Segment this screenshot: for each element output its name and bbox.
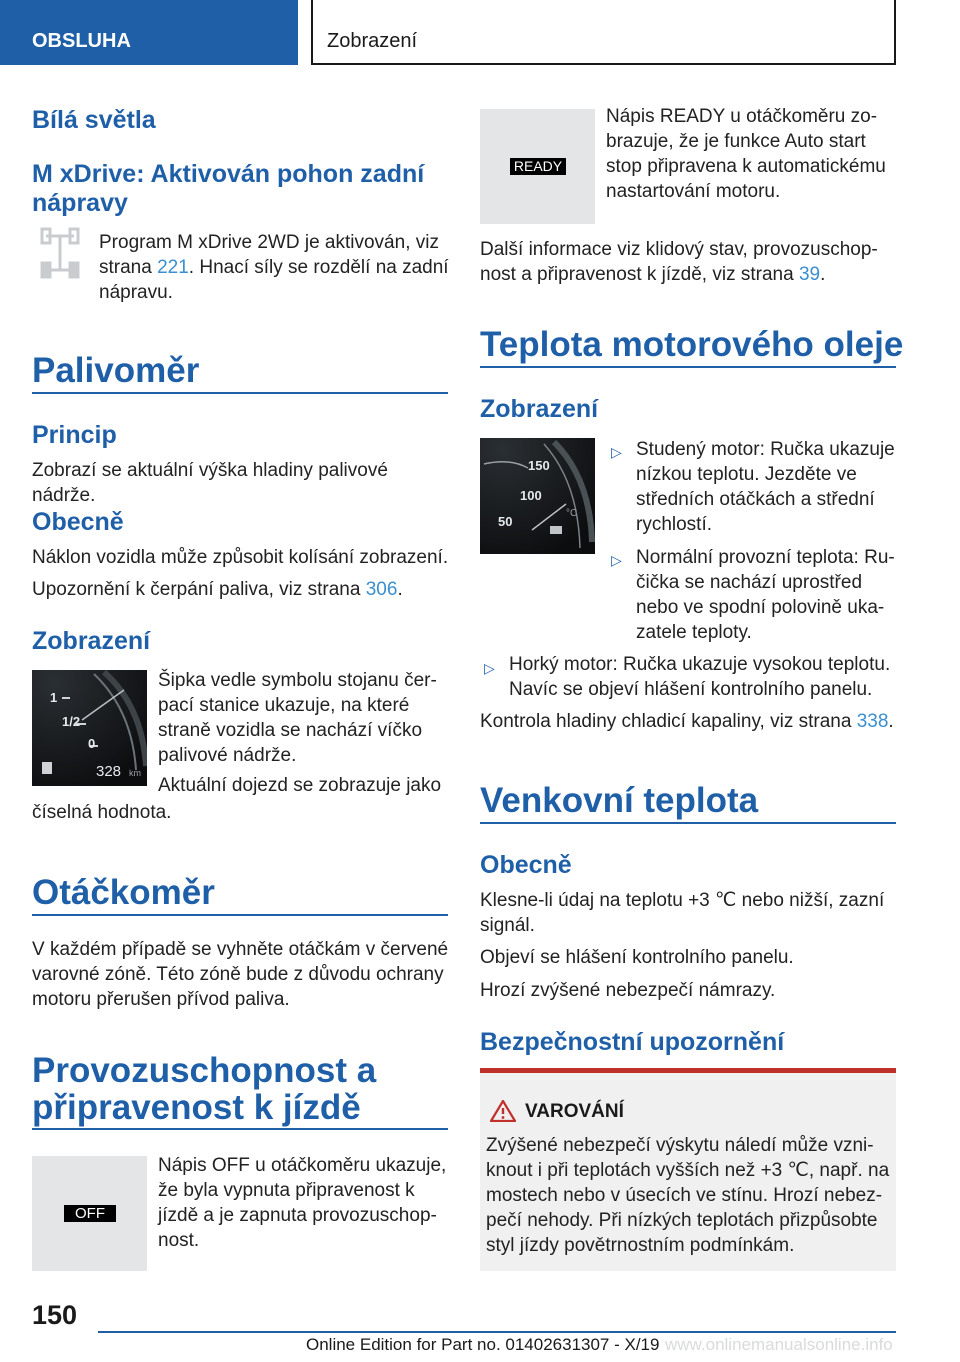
warning-triangle-icon — [490, 1100, 516, 1122]
gauge-label: 0 — [88, 736, 96, 751]
section-rule — [480, 822, 896, 824]
warning-text — [486, 1133, 894, 1258]
text-line: čička se nachází uprostřed — [636, 572, 863, 593]
heading-mxdrive: M xDrive: Aktivován pohon zadní nápravy — [32, 160, 425, 217]
text-line: Klesne-li údaj na teplotu +3 ℃ nebo nižší, zazní — [480, 890, 885, 911]
text-span: . — [888, 711, 894, 732]
text-line: Šipka vedle symbolu stojanu čer- — [158, 670, 437, 691]
text-line: nízkou teplotu. Jezděte ve — [636, 464, 857, 485]
warning-box — [480, 1068, 896, 1271]
range-value: 328 — [96, 763, 122, 780]
off-badge — [64, 1205, 116, 1222]
text-line: středních otáčkách a střední — [636, 489, 875, 510]
text-line: V každém případě se vyhněte otáčkám v červené — [32, 939, 449, 960]
off-paragraph — [158, 1153, 458, 1253]
heading-readiness-1: Provozuschopnost a — [32, 1051, 377, 1090]
fuel-gauge-image — [32, 670, 147, 786]
heading-general: Obecně — [32, 508, 124, 536]
gauge-label: 100 — [520, 488, 542, 503]
text-line: stop připravena k automatickému — [606, 156, 886, 177]
ready-indicator-image — [480, 109, 595, 224]
page-number: 150 — [32, 1300, 78, 1330]
text-line: signál. — [480, 915, 535, 936]
text-line: Nápis READY u otáčkoměru zo- — [606, 106, 878, 127]
text-line: Zvýšené nebezpečí výskytu náledí může vzni- — [486, 1135, 874, 1156]
rear-axle-icon — [38, 226, 82, 280]
bullet-normal — [636, 545, 906, 645]
text-span: . Hnací síly se rozdělí na zadní — [188, 257, 449, 278]
mxdrive-paragraph — [99, 230, 449, 305]
display-paragraph — [158, 668, 458, 768]
text-span: . — [820, 264, 826, 285]
watermark: www.onlinemanualsonline.info — [665, 1335, 893, 1354]
range-line-1: Aktuální dojezd se zobrazuje jako — [158, 775, 442, 796]
bullet-triangle-icon: ▷ — [611, 552, 622, 568]
range-unit: km — [129, 768, 141, 778]
gauge-label: 150 — [528, 458, 550, 473]
section-rule — [32, 392, 448, 394]
text-line: pací stanice ukazuje, na které — [158, 695, 410, 716]
text-line: varovné zóně. Této zóně bude z důvodu ochrany — [32, 964, 444, 985]
heading-general: Obecně — [480, 851, 572, 879]
text-line: nápravu. — [99, 282, 173, 303]
text-line: nastartování motoru. — [606, 181, 781, 202]
bullet-cold — [636, 437, 906, 537]
page-link[interactable]: 338 — [856, 711, 889, 732]
text-span: . — [397, 579, 403, 600]
heading-tachometer: Otáčkoměr — [32, 873, 215, 912]
gauge-unit: °C — [566, 508, 578, 519]
heading-fuel-gauge: Palivoměr — [32, 351, 200, 390]
more-info-paragraph — [480, 237, 900, 287]
heading-principle: Princip — [32, 421, 117, 449]
text-line: straně vozidla se nachází víčko — [158, 720, 423, 741]
text-line: že byla vypnuta připravenost k — [158, 1180, 415, 1201]
text-line — [480, 262, 900, 287]
text-line: Program M xDrive 2WD je aktivován, viz — [99, 232, 439, 253]
text-line: Horký motor: Ručka ukazuje vysokou teplotu. — [509, 654, 891, 675]
gauge-label: 1/2 — [62, 714, 81, 729]
text-line: Další informace viz klidový stav, provozuschop- — [480, 239, 878, 260]
ready-badge-text: READY — [513, 158, 563, 174]
chapter-title-box — [311, 0, 896, 65]
bullet-triangle-icon: ▷ — [484, 660, 495, 676]
warning-title: VAROVÁNÍ — [525, 1101, 624, 1122]
heading-display: Zobrazení — [480, 395, 599, 423]
text-line: Normální provozní teplota: Ru- — [636, 547, 895, 568]
text-line: Studený motor: Ručka ukazuje — [636, 439, 895, 460]
outside-message: Objeví se hlášení kontrolního panelu. — [480, 947, 794, 968]
heading-oil-temperature: Teplota motorového oleje — [480, 325, 904, 364]
gauge-label: 1 — [50, 690, 58, 705]
text-line: nost. — [158, 1230, 200, 1251]
bullet-hot — [509, 652, 909, 702]
text-line: motoru přerušen přívod paliva. — [32, 989, 290, 1010]
heading-white-lights: Bílá světla — [32, 106, 156, 134]
outside-frost: Hrozí zvýšené nebezpečí námrazy. — [480, 980, 776, 1001]
text-line: styl jízdy povětrnostním podmínkám. — [486, 1235, 795, 1256]
text-line: knout i při teplotách vyšších než +3 ℃, např. na — [486, 1160, 890, 1181]
text-line: zatele teploty. — [636, 622, 752, 643]
text-span: strana — [99, 257, 158, 278]
off-indicator-image — [32, 1156, 147, 1271]
heading-display: Zobrazení — [32, 627, 151, 655]
page-link[interactable]: 39 — [798, 264, 821, 285]
page-link[interactable]: 221 — [157, 257, 189, 278]
footer-rule — [98, 1331, 896, 1333]
section-rule — [32, 914, 448, 916]
text-line: nebo ve spodní polovině uka- — [636, 597, 885, 618]
text-line: Nápis OFF u otáčkoměru ukazuje, — [158, 1155, 447, 1176]
text-line: Navíc se objeví hlášení kontrolního panelu. — [509, 679, 873, 700]
ready-paragraph — [606, 104, 906, 204]
text-line: rychlostí. — [636, 514, 713, 535]
ready-badge — [510, 158, 566, 175]
section-label: OBSLUHA — [32, 30, 131, 52]
text-line: brazuje, že je funkce Auto start — [606, 131, 866, 152]
refuel-note — [32, 577, 452, 602]
page-link[interactable]: 306 — [365, 579, 398, 600]
heading-readiness-2: připravenost k jízdě — [32, 1088, 361, 1127]
heading-outside-temperature: Venkovní teplota — [480, 781, 759, 820]
off-badge-text: OFF — [75, 1205, 105, 1222]
text-line: mostech nebo v úsecích ve stínu. Hrozí nebez- — [486, 1185, 883, 1206]
oil-gauge-image — [480, 438, 595, 554]
section-rule — [32, 1128, 448, 1130]
gauge-label: 50 — [498, 514, 513, 529]
text-span: Upozornění k čerpání paliva, viz strana — [32, 579, 366, 600]
text-line: pečí nehody. Při nízkých teplotách přizpůsobte — [486, 1210, 878, 1231]
edition-note: Online Edition for Part no. 01402631307 - X/19 — [306, 1335, 660, 1354]
coolant-note — [480, 709, 910, 734]
heading-safety: Bezpečnostní upozornění — [480, 1028, 785, 1056]
text-span: Kontrola hladiny chladicí kapaliny, viz strana — [480, 711, 857, 732]
tacho-paragraph — [32, 937, 456, 1012]
range-line-2: číselná hodnota. — [32, 802, 172, 823]
bullet-triangle-icon: ▷ — [611, 444, 622, 460]
text-span: nost a připravenost k jízdě, viz strana — [480, 264, 799, 285]
text-line — [99, 255, 449, 280]
outside-paragraph — [480, 888, 910, 938]
text-line: palivové nádrže. — [158, 745, 297, 766]
section-tab — [0, 0, 298, 65]
general-text: Náklon vozidla může způsobit kolísání zobrazení. — [32, 547, 449, 568]
chapter-title: Zobrazení — [327, 30, 418, 52]
principle-text: Zobrazí se aktuální výška hladiny palivové nádrže. — [32, 460, 388, 506]
section-rule — [480, 366, 896, 368]
text-line: jízdě a je zapnuta provozuschop- — [158, 1205, 437, 1226]
